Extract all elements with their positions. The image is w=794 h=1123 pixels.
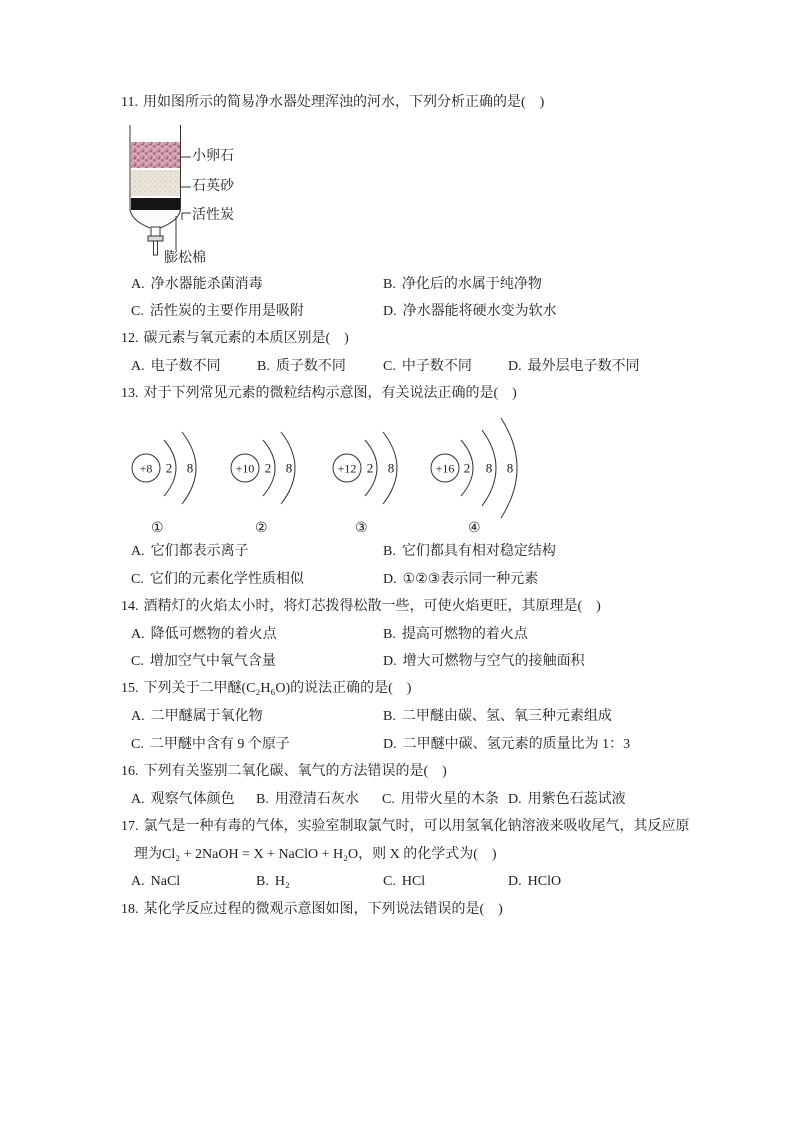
option-text: H₂	[274, 874, 290, 889]
shell-electron-count: 8	[285, 460, 293, 476]
option-a	[131, 543, 249, 561]
option-text: 提高可燃物的着火点	[401, 627, 528, 642]
pebble-layer	[131, 142, 180, 168]
option-d	[508, 358, 640, 376]
option-b	[383, 626, 528, 644]
option-key: A.	[131, 792, 145, 807]
option-a	[131, 791, 235, 809]
shell-electron-count: 2	[264, 460, 272, 476]
option-key: A.	[131, 627, 145, 642]
question-stem: 碳元素与氧元素的本质区别是( )	[143, 331, 349, 346]
option-b	[383, 708, 612, 726]
option-c	[383, 358, 472, 376]
option-text: 它们都具有相对稳定结构	[401, 544, 556, 559]
option-key: D.	[383, 737, 397, 752]
question-number: 16.	[121, 764, 139, 779]
option-text: 活性炭的主要作用是吸附	[149, 304, 304, 319]
option-key: A.	[131, 544, 145, 559]
particle-1-label: ①	[151, 521, 164, 536]
figure-label-pebbles: 小卵石	[192, 149, 234, 164]
nucleus-charge: +12	[337, 461, 357, 476]
shell-electron-count: 2	[165, 460, 173, 476]
question-stem: 下列有关鉴别二氧化碳、氧气的方法错误的是( )	[143, 764, 447, 779]
option-text: 净水器能将硬水变为软水	[402, 304, 557, 319]
option-text: 观察气体颜色	[150, 792, 235, 807]
option-text: 最外层电子数不同	[527, 359, 640, 374]
particle-2-diagram	[227, 415, 322, 515]
option-key: A.	[131, 277, 145, 292]
option-c	[131, 653, 276, 671]
activated-carbon-layer	[131, 198, 180, 210]
option-d	[383, 303, 557, 321]
option-key: A.	[131, 709, 145, 724]
question-14-stem-line	[121, 598, 601, 616]
question-number: 18.	[121, 902, 139, 917]
option-text: 中子数不同	[401, 359, 472, 374]
option-key: C.	[131, 304, 144, 319]
nucleus-charge: +8	[139, 461, 153, 476]
shell-electron-count: 8	[387, 460, 395, 476]
option-c	[131, 303, 304, 321]
cotton-layer	[131, 210, 180, 227]
option-text: 用紫色石蕊试液	[527, 792, 626, 807]
question-number: 14.	[121, 599, 139, 614]
option-text: 二甲醚中含有 9 个原子	[149, 737, 290, 752]
figure-label-quartz-sand: 石英砂	[192, 179, 234, 194]
option-d	[383, 571, 538, 589]
particle-4-label: ④	[468, 521, 481, 536]
nucleus-charge: +16	[435, 461, 455, 476]
shell-electron-count: 8	[506, 460, 514, 476]
option-a	[131, 358, 221, 376]
option-key: A.	[131, 874, 145, 889]
particle-1-diagram	[128, 415, 223, 515]
option-key: C.	[383, 874, 396, 889]
option-key: D.	[383, 304, 397, 319]
shell-electron-count: 2	[463, 460, 471, 476]
option-text: 质子数不同	[275, 359, 346, 374]
question-number: 12.	[121, 331, 139, 346]
option-key: D.	[383, 654, 397, 669]
option-b	[257, 358, 346, 376]
figure-label-activated-carbon: 活性炭	[192, 208, 234, 223]
option-text: 增大可燃物与空气的接触面积	[402, 654, 585, 669]
nozzle	[151, 227, 160, 236]
outlet-tube	[154, 241, 158, 255]
option-text: 降低可燃物的着火点	[150, 627, 277, 642]
option-text: 电子数不同	[150, 359, 221, 374]
option-text: 增加空气中氧气含量	[149, 654, 276, 669]
option-text: 用带火星的木条	[400, 792, 499, 807]
question-12-stem-line	[121, 330, 349, 348]
option-b	[256, 873, 290, 891]
question-number: 15.	[121, 681, 139, 696]
question-stem: 氯气是一种有毒的气体，实验室制取氯气时，可以用氢氧化钠溶液来吸收尾气，其反应原	[143, 819, 690, 834]
option-key: C.	[131, 737, 144, 752]
option-text: ①②③表示同一种元素	[402, 572, 539, 587]
option-key: B.	[257, 359, 270, 374]
question-13-stem-line	[121, 385, 517, 403]
option-text: 二甲醚由碳、氢、氧三种元素组成	[401, 709, 612, 724]
option-c	[383, 873, 425, 891]
question-stem: 某化学反应过程的微观示意图如图，下列说法错误的是( )	[143, 902, 503, 917]
option-key: B.	[383, 544, 396, 559]
option-key: C.	[383, 359, 396, 374]
option-text: 二甲醚属于氧化物	[150, 709, 263, 724]
question-stem: 酒精灯的火焰太小时，将灯芯拨得松散一些，可使火焰更旺，其原理是( )	[143, 599, 601, 614]
option-text: HClO	[527, 874, 562, 889]
option-key: D.	[508, 874, 522, 889]
option-c	[131, 736, 290, 754]
option-a	[131, 276, 263, 294]
particle-2-label: ②	[255, 521, 268, 536]
question-stem: 用如图所示的简易净水器处理浑浊的河水，下列分析正确的是( )	[142, 95, 545, 110]
option-key: D.	[508, 792, 522, 807]
option-key: B.	[383, 709, 396, 724]
question-15-stem-line	[121, 680, 411, 698]
option-d	[508, 791, 626, 809]
option-d	[383, 653, 585, 671]
question-stem-continuation: 理为Cl₂ + 2NaOH = X + NaClO + H₂O，则 X 的化学式为( )	[134, 847, 497, 862]
option-text: 净水器能杀菌消毒	[150, 277, 263, 292]
option-a	[131, 626, 277, 644]
option-text: 它们的元素化学性质相似	[149, 572, 304, 587]
option-d	[383, 736, 630, 754]
question-16-stem-line	[121, 763, 447, 781]
option-a	[131, 873, 180, 891]
option-c	[382, 791, 499, 809]
shell-electron-count: 8	[186, 460, 194, 476]
question-11-stem-line	[121, 94, 544, 112]
option-a	[131, 708, 263, 726]
option-key: C.	[382, 792, 395, 807]
option-key: B.	[256, 874, 269, 889]
option-key: C.	[131, 572, 144, 587]
option-b	[383, 543, 556, 561]
option-text: 用澄清石灰水	[274, 792, 359, 807]
option-key: B.	[383, 627, 396, 642]
question-17-stem-continuation	[134, 846, 497, 864]
option-text: NaCl	[150, 874, 181, 889]
question-17-stem-line	[121, 818, 690, 836]
option-key: B.	[256, 792, 269, 807]
particle-4-diagram	[427, 410, 542, 522]
figure-label-cotton: 膨松棉	[164, 251, 206, 266]
option-key: A.	[131, 359, 145, 374]
nucleus-charge: +10	[235, 461, 255, 476]
question-18-stem-line	[121, 901, 503, 919]
option-text: HCl	[401, 874, 426, 889]
label-leader-carbon	[182, 213, 191, 220]
option-text: 二甲醚中碳、氢元素的质量比为 1：3	[402, 737, 631, 752]
shell-electron-count: 8	[485, 460, 493, 476]
option-b	[383, 276, 542, 294]
option-key: D.	[383, 572, 397, 587]
question-stem: 下列关于二甲醚(C₂H₆O)的说法正确的是( )	[143, 681, 412, 696]
shell-electron-count: 2	[366, 460, 374, 476]
option-text: 净化后的水属于纯净物	[401, 277, 542, 292]
option-b	[256, 791, 359, 809]
nozzle-fitting	[148, 236, 163, 241]
option-d	[508, 873, 561, 891]
option-c	[131, 571, 304, 589]
option-text: 它们都表示离子	[150, 544, 249, 559]
question-number: 17.	[121, 819, 139, 834]
question-number: 13.	[121, 386, 139, 401]
option-key: B.	[383, 277, 396, 292]
question-stem: 对于下列常见元素的微粒结构示意图，有关说法正确的是( )	[143, 386, 517, 401]
option-key: C.	[131, 654, 144, 669]
quartz-sand-layer	[131, 170, 180, 196]
particle-3-label: ③	[355, 521, 368, 536]
particle-3-diagram	[329, 415, 424, 515]
question-number: 11.	[121, 95, 138, 110]
option-key: D.	[508, 359, 522, 374]
